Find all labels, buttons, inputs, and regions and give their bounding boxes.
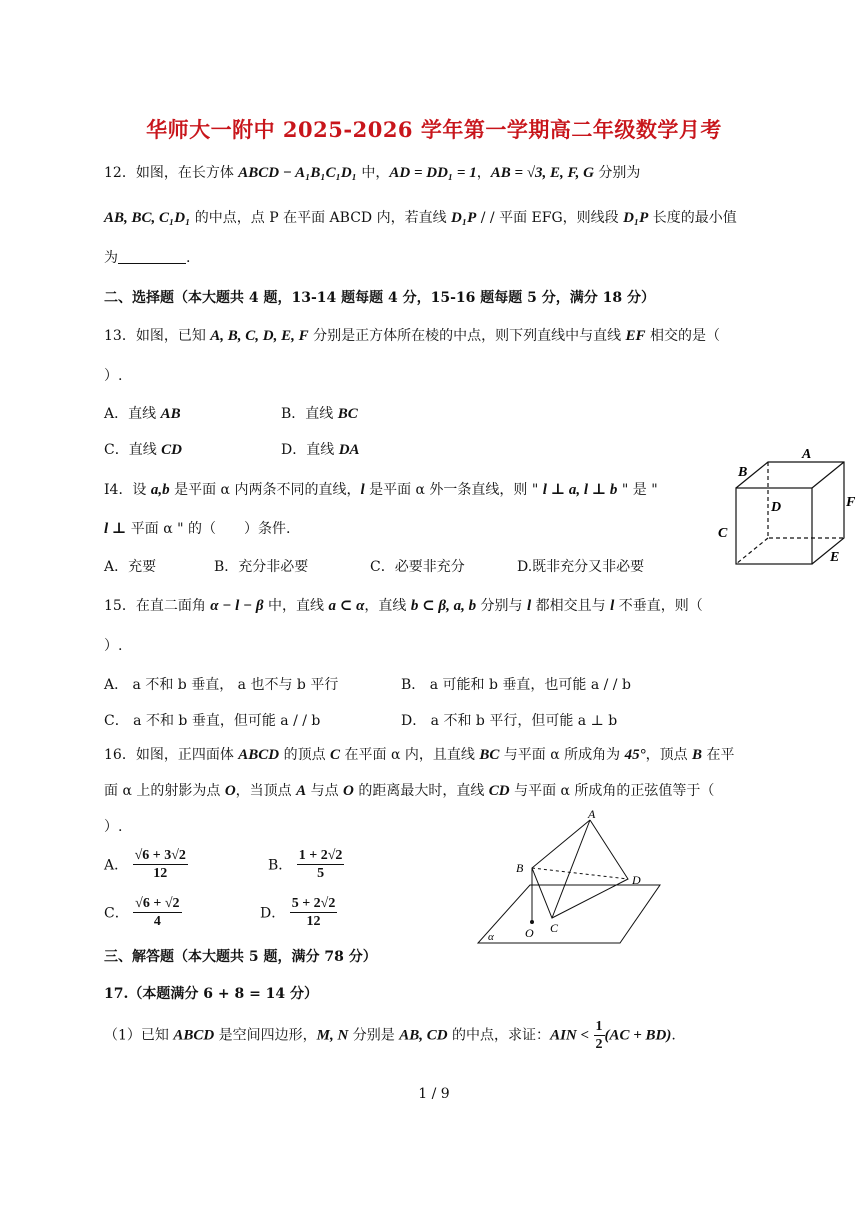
text: A． [104,857,129,874]
math: l [527,598,532,614]
page-title: 华师大一附中 2025-2026 学年第一学期高二年级数学月考 [146,117,722,142]
cube-hidden-edge [736,538,768,564]
text: 是空间四边形， [214,1027,317,1044]
numerator: 1 + 2√2 [298,848,343,863]
section-heading-2: 二、选择题（本大题共 4 题，13-14 题每题 4 分，15-16 题每题 5 分，满分 18 分） [104,290,655,306]
text: 中， [356,165,390,181]
cube-figure [712,440,862,570]
text: 分别是 [348,1027,400,1044]
numerator: √6 + √2 [135,896,180,911]
math: l ⊥ a, l ⊥ b [542,482,618,498]
math: l [360,482,365,498]
math: AB, BC, C₁D₁ [104,210,191,226]
q15-line1 [104,597,703,615]
text: 分别为 [593,165,641,181]
denominator: 12 [306,914,321,929]
tetrahedron-figure [470,810,670,950]
math: CD [488,783,510,799]
math: B [692,747,703,763]
q17-part1 [104,1018,676,1053]
text: 的距离最大时，直线 [353,783,489,799]
text: 是平面 α 内两条不同的直线， [169,482,361,498]
tetra-label-d: D [632,873,641,887]
text: ， [476,165,491,181]
text: ，顶点 [645,747,693,763]
cube-label-c: C [718,526,728,541]
tetra-edges [532,820,628,918]
section-heading-3: 三、解答题（本大题共 5 题，满分 78 分） [104,949,377,965]
math: 45° [624,747,646,763]
plane-alpha [478,885,660,943]
q14-option-c[interactable]: C．必要非充分 [370,559,465,575]
tetra-label-a: A [588,810,596,821]
q12-line3 [104,249,190,267]
math: BC [337,406,358,422]
q17-heading: 17.（本题满分 6 + 8 = 14 分） [104,986,319,1002]
text: （1）已知 [104,1027,174,1044]
fraction [133,847,188,882]
text: 面 α 上的射影为点 [104,783,225,799]
point-o [530,920,534,924]
q16-line1 [104,746,735,764]
math: l [610,598,615,614]
text: 是平面 α 外一条直线，则 " [364,482,543,498]
math: EF [625,328,646,344]
text: ，当顶点 [235,783,297,799]
cube-label-f: F [846,495,856,510]
text: 不垂直，则（ [614,598,703,614]
text: C． [104,905,129,922]
q15-option-b[interactable]: B． a 可能和 b 垂直，也可能 a / / b [401,677,631,693]
fraction [133,895,181,930]
math: a,b [150,482,170,498]
math: C [330,747,341,763]
text: ，直线 [364,598,411,614]
fraction-half [594,1018,605,1053]
math: b ⊂ β, a, b [410,598,477,614]
denominator: 12 [153,866,168,881]
cube-back-edges [736,462,844,564]
math: CD [161,442,183,458]
cube-label-d: D [771,500,782,515]
math: M, N [316,1027,349,1044]
cube-label-e: E [830,550,840,565]
q13-option-a[interactable] [104,403,181,423]
denominator: 4 [153,914,161,929]
text: D．直线 [281,442,339,458]
math: BC [479,747,500,763]
math: D₁P [451,210,477,226]
text: 长度的最小值 [648,210,737,226]
text: 在平面 α 内，且直线 [340,747,480,763]
tetra-label-b: B [516,861,524,875]
cube-label-b: B [738,465,748,480]
denominator: 2 [595,1037,603,1052]
math: AB [160,406,181,422]
text: 中，直线 [263,598,329,614]
math: D₁P [623,210,649,226]
math: ABCD [173,1027,215,1044]
q16-option-d[interactable] [260,895,337,930]
cube-edge [812,462,844,488]
text: B． [268,857,293,874]
text: 在平 [702,747,735,763]
q16-line2 [104,782,714,800]
text: 与点 [306,783,344,799]
text: 与平面 α 所成角的正弦值等于（ [509,783,715,799]
answer-blank[interactable] [118,249,186,264]
text: 为 [104,250,118,266]
denominator: 5 [317,866,325,881]
fraction [290,895,338,930]
q14-option-b[interactable]: B．充分非必要 [214,559,309,575]
text: 与平面 α 所成角为 [499,747,625,763]
numerator: √6 + 3√2 [134,848,186,863]
math: DA [338,442,360,458]
math: A, B, C, D, E, F [210,328,309,344]
q12-line2 [104,209,737,227]
text: 的中点，求证： [447,1027,551,1044]
text: 分别是正方体所在棱的中点，则下列直线中与直线 [308,328,626,344]
q16-option-c[interactable] [104,895,182,930]
text: . [671,1027,676,1044]
q13-option-d[interactable] [281,439,360,459]
tetra-edge-bd [532,868,628,879]
q14-option-a[interactable]: A．充要 [104,559,157,575]
math: AB = √3, E, F, G [490,165,594,181]
q16-line3: ）. [104,819,123,835]
text: 分别与 [476,598,527,614]
math: ABCD [238,747,280,763]
math: AB, CD [399,1027,448,1044]
q14-option-d[interactable]: D.既非充分又非必要 [517,559,645,575]
tetra-label-o: O [525,926,534,940]
math: O [224,783,236,799]
fraction [297,847,345,882]
plane-label-alpha: α [488,931,494,943]
q15-line2: ）. [104,638,123,654]
text: / / 平面 EFG，则线段 [476,210,624,226]
q14-line1 [104,481,658,499]
cube-label-a: A [802,447,812,462]
math: AIN < [550,1027,590,1044]
math: A [296,783,307,799]
q16-option-b[interactable] [268,847,344,882]
text: I4．设 [104,482,151,498]
text: " 是 " [617,482,658,498]
page-number: 1 / 9 [418,1086,450,1102]
q15-option-a[interactable]: A． a 不和 b 垂直， a 也不与 b 平行 [104,677,339,693]
q13-line2: ）. [104,368,123,384]
text: 16．如图，正四面体 [104,747,239,763]
text: 平面 α " 的（ ）条件. [126,521,291,537]
text: D． [260,905,286,922]
q14-line2 [104,520,290,538]
tetra-edge-ac [552,820,590,918]
q15-option-c[interactable]: C． a 不和 b 垂直，但可能 a / / b [104,713,321,729]
q12-line1 [104,164,640,182]
text: 13．如图，已知 [104,328,211,344]
text: 12．如图，在长方体 [104,165,239,181]
math: AD = DD₁ = 1 [389,165,477,181]
tetra-label-c: C [550,921,559,935]
text: 15．在直二面角 [104,598,211,614]
text: B．直线 [281,406,338,422]
text: C．直线 [104,442,162,458]
text: 的中点，点 P 在平面 ABCD 内，若直线 [190,210,452,226]
math: (AC + BD) [604,1027,672,1044]
text: A．直线 [104,406,161,422]
math: l ⊥ [104,521,127,537]
numerator: 5 + 2√2 [291,896,336,911]
q13-option-c[interactable] [104,439,182,459]
text: 都相交且与 [531,598,611,614]
math: α − l − β [210,598,264,614]
q15-option-d[interactable]: D． a 不和 b 平行，但可能 a ⊥ b [401,713,618,729]
math: a ⊂ α [328,598,365,614]
math: ABCD − A₁B₁C₁D₁ [238,165,357,181]
q16-option-a[interactable] [104,847,188,882]
math: O [343,783,354,799]
text: 的顶点 [279,747,331,763]
q13-option-b[interactable] [281,403,358,423]
q13-line1 [104,327,720,345]
text: . [186,250,191,266]
text: 相交的是（ [645,328,720,344]
numerator: 1 [595,1019,603,1034]
